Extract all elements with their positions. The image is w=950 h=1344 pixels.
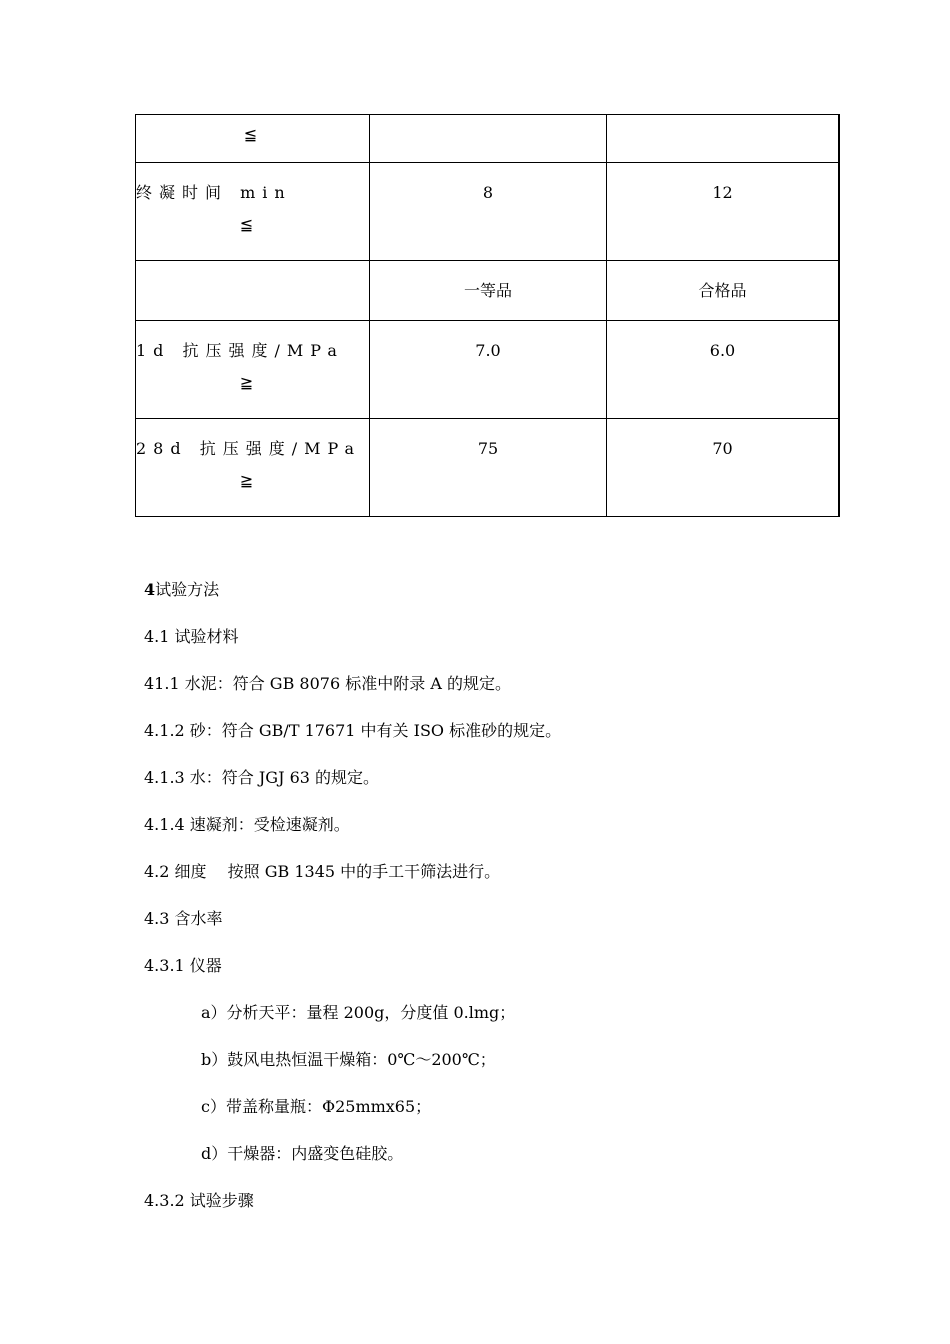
table-cell [136, 163, 370, 261]
cell-symbol: ≦ [243, 125, 258, 144]
grade-header: 一等品 [463, 281, 512, 300]
cell-symbol: ≧ [239, 373, 254, 392]
paragraph: 4.2 细度 按照 GB 1345 中的手工干筛法进行。 [144, 862, 501, 881]
cell-symbol: ≧ [239, 471, 254, 490]
table-cell [136, 261, 370, 321]
list-item: b）鼓风电热恒温干燥箱：0℃～200℃； [201, 1050, 496, 1069]
table-cell: 70 [607, 419, 839, 517]
paragraph: 4.1.4 速凝剂：受检速凝剂。 [144, 815, 350, 834]
table-row [136, 261, 839, 321]
paragraph: 4.3.1 仪器 [144, 956, 222, 975]
cell-symbol: ≦ [239, 215, 254, 234]
table-cell [136, 419, 370, 517]
table-row [136, 321, 839, 419]
table-cell [607, 115, 839, 163]
cell-label: 终凝时间 min [136, 183, 292, 202]
section-title: 试验方法 [155, 580, 220, 599]
table-cell: 6.0 [607, 321, 839, 419]
paragraph: 4.1 试验材料 [144, 627, 239, 646]
paragraph: 4.1.3 水：符合 JGJ 63 的规定。 [144, 768, 380, 787]
cell-label: 1d 抗压强度/MPa [136, 341, 344, 360]
cell-label: 28d 抗压强度/MPa [136, 439, 362, 458]
paragraph: 4.3.2 试验步骤 [144, 1191, 254, 1210]
table-cell: 12 [607, 163, 839, 261]
paragraph: 41.1 水泥：符合 GB 8076 标准中附录 A 的规定。 [144, 674, 511, 693]
table-cell: 75 [370, 419, 607, 517]
section-heading [144, 579, 219, 601]
requirements-table [135, 114, 839, 517]
list-item: d）干燥器：内盛变色硅胶。 [201, 1144, 404, 1163]
table-cell [136, 115, 370, 163]
section-number: 4 [144, 580, 156, 599]
table-row [136, 115, 839, 163]
table-cell [370, 261, 607, 321]
table-row [136, 419, 839, 517]
table-cell [607, 261, 839, 321]
table-cell [370, 115, 607, 163]
list-item: c）带盖称量瓶：Φ25mmx65； [201, 1097, 432, 1116]
list-item: a）分析天平：量程 200g，分度值 0.lmg； [201, 1003, 516, 1022]
table-cell: 7.0 [370, 321, 607, 419]
table-cell [136, 321, 370, 419]
table-row [136, 163, 839, 261]
paragraph: 4.1.2 砂：符合 GB/T 17671 中有关 ISO 标准砂的规定。 [144, 721, 562, 740]
table-border-line [839, 114, 840, 517]
grade-header: 合格品 [698, 281, 747, 300]
paragraph: 4.3 含水率 [144, 909, 223, 928]
table-cell: 8 [370, 163, 607, 261]
